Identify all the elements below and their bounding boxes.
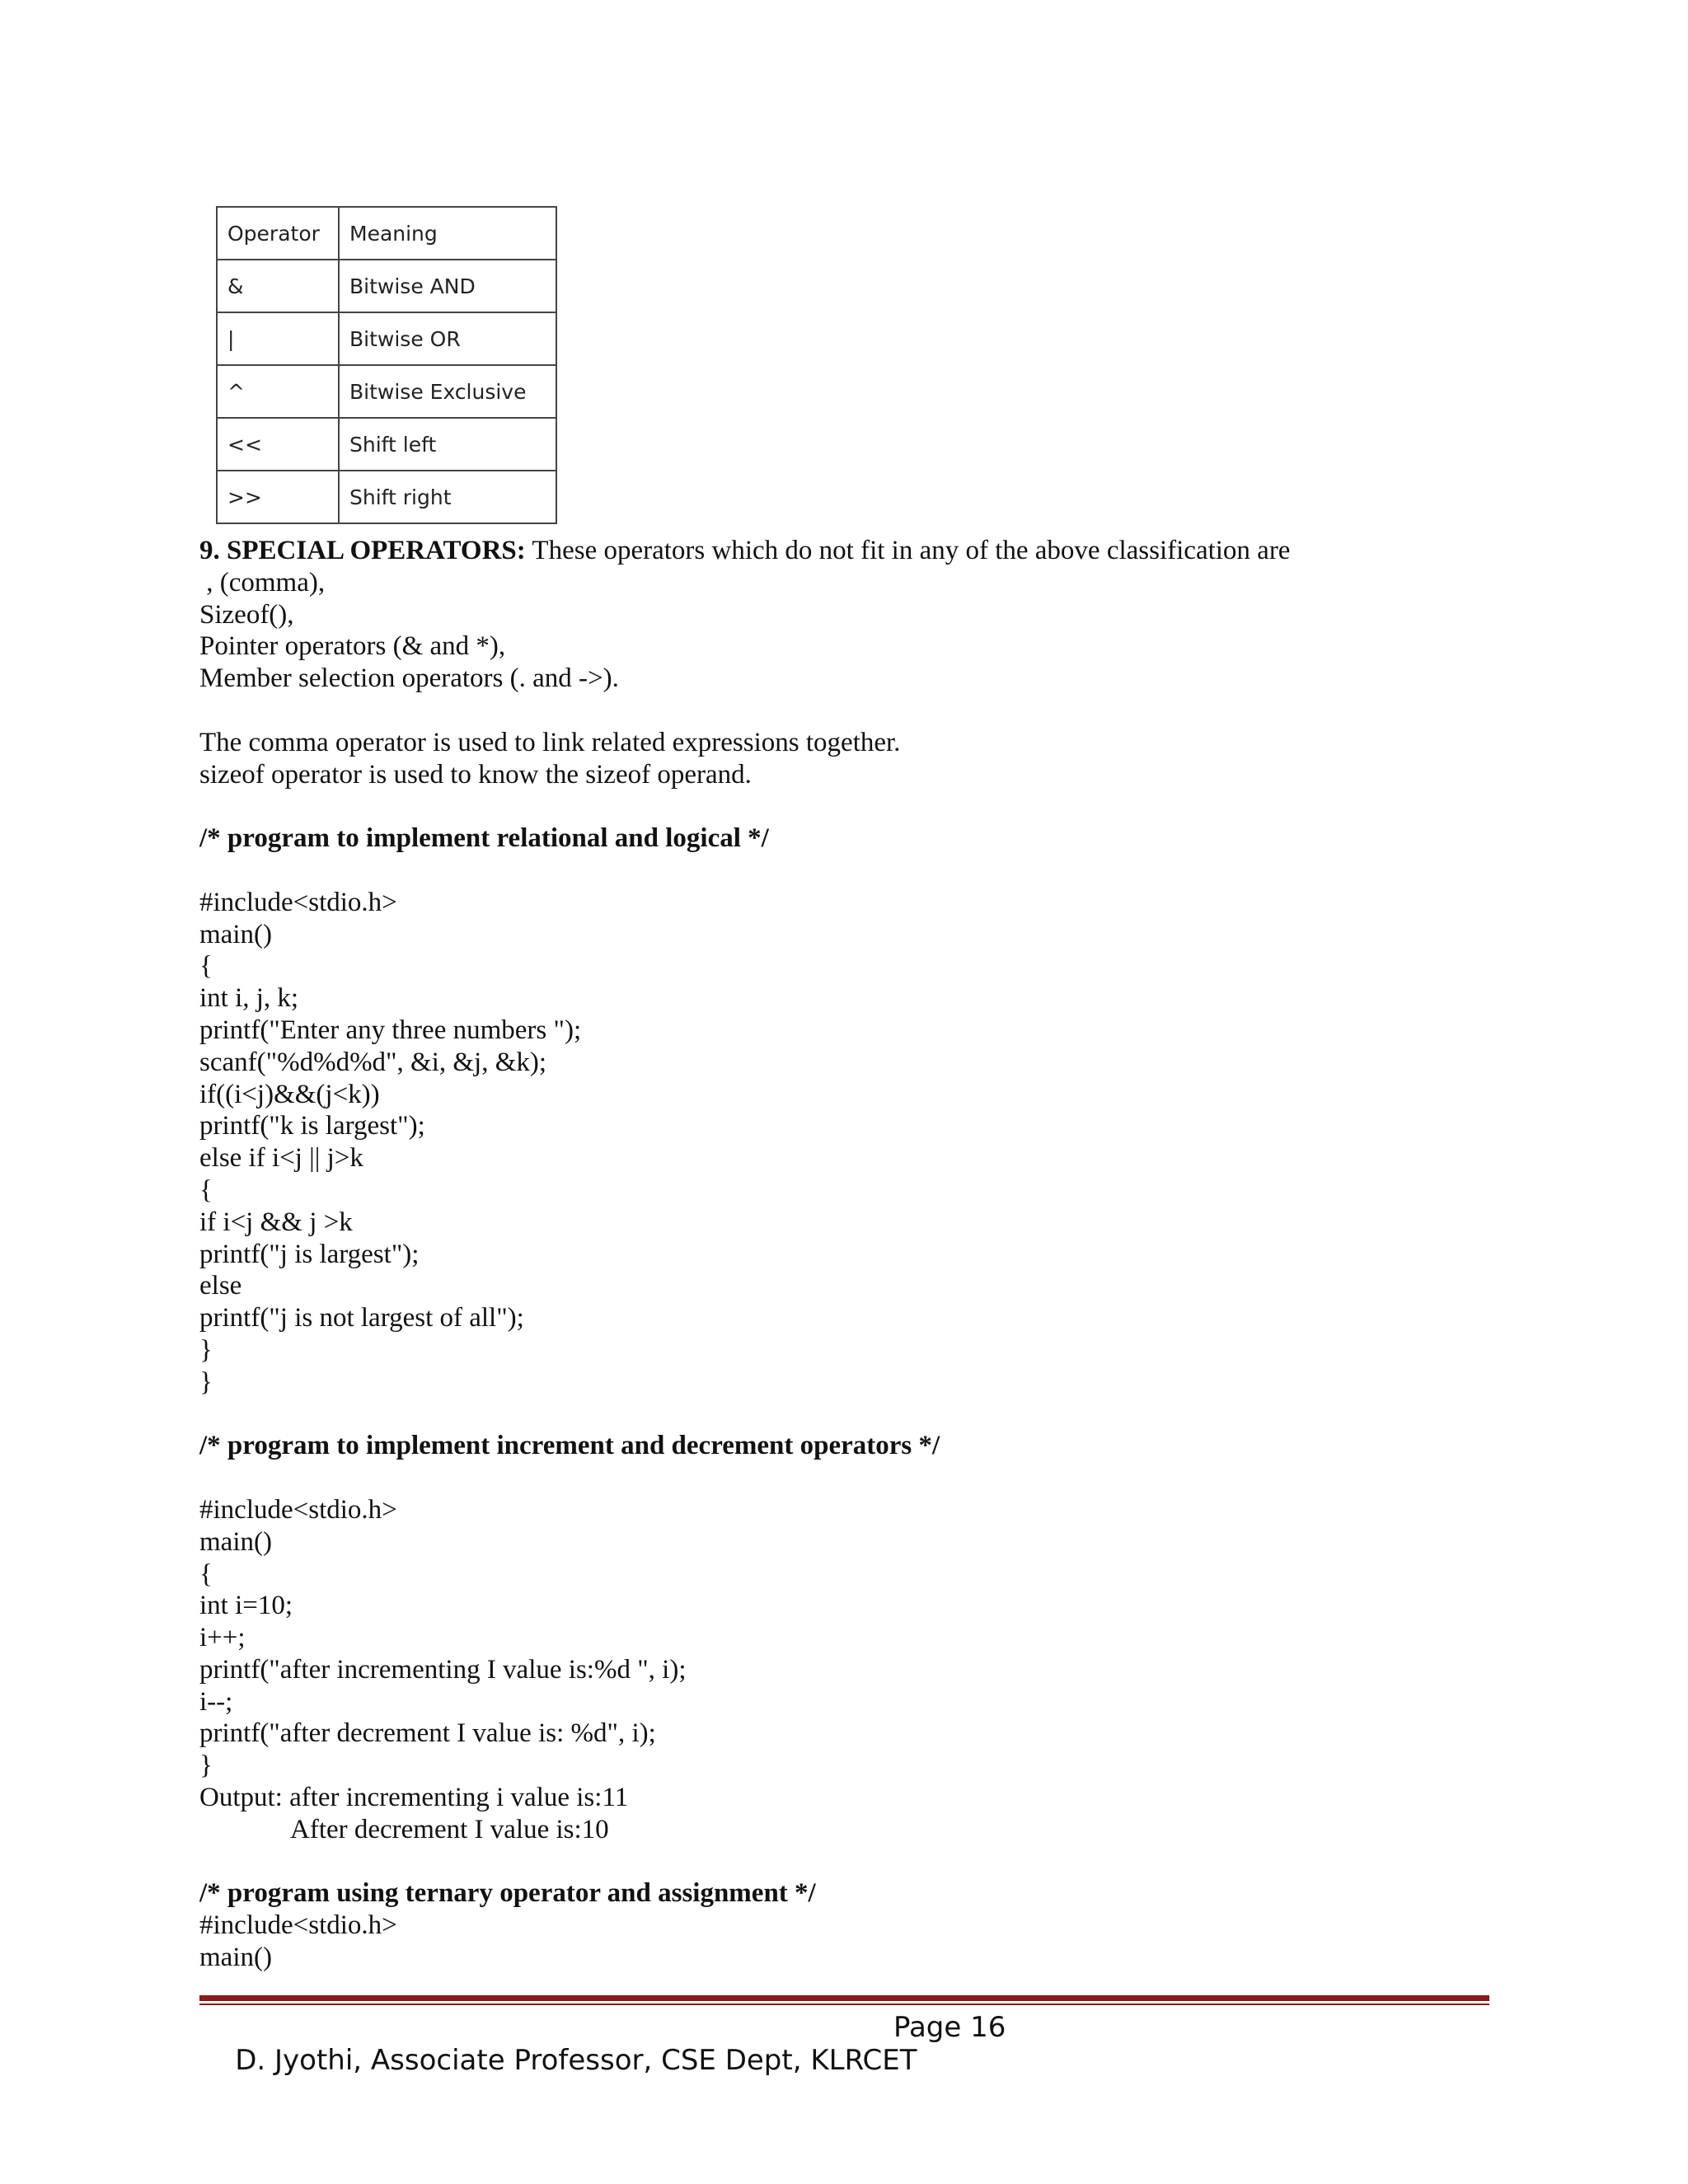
code-line: if i<j && j >k: [199, 1207, 353, 1237]
special-operators-paragraph: [199, 535, 1535, 567]
output-line: After decrement I value is:10: [290, 1814, 609, 1844]
code-line: if((i<j)&&(j<k)): [199, 1079, 380, 1109]
code-line: printf("after incrementing I value is:%d ", i);: [199, 1654, 687, 1685]
table-cell-meaning: Bitwise OR: [339, 312, 556, 365]
table-cell-meaning: Bitwise Exclusive: [339, 365, 556, 418]
table-row: [217, 312, 556, 365]
table-header-operator: Operator: [217, 207, 339, 260]
code-line: printf("Enter any three numbers ");: [199, 1015, 582, 1045]
table-row: [217, 418, 556, 471]
code-line: main(): [199, 1943, 272, 1973]
code-line: }: [199, 1334, 213, 1365]
list-item: Pointer operators (& and *),: [199, 631, 506, 662]
page-number: Page 16: [893, 2011, 1006, 2044]
note-line: sizeof operator is used to know the sizeof operand.: [199, 759, 752, 790]
program-title: /* program to implement increment and decrement operators */: [199, 1431, 940, 1461]
table-header-row: [217, 207, 556, 260]
code-line: else: [199, 1271, 242, 1301]
code-line: {: [199, 1558, 213, 1589]
program-title: /* program to implement relational and logical */: [199, 823, 769, 854]
table-cell-meaning: Shift left: [339, 418, 556, 471]
table-cell-operator: |: [217, 312, 339, 365]
code-line: i++;: [199, 1623, 246, 1653]
list-item: , (comma),: [199, 567, 326, 598]
code-line: }: [199, 1750, 213, 1781]
code-line: printf("j is largest");: [199, 1239, 420, 1269]
table-cell-operator: &: [217, 260, 339, 312]
table-row: [217, 471, 556, 523]
code-line: printf("after decrement I value is: %d", i);: [199, 1718, 656, 1749]
code-line: {: [199, 951, 213, 982]
code-line: main(): [199, 919, 272, 949]
code-line: #include<stdio.h>: [199, 1494, 397, 1525]
code-line: printf("k is largest");: [199, 1111, 425, 1141]
table-cell-meaning: Bitwise AND: [339, 260, 556, 312]
table-row: [217, 260, 556, 312]
spacer: [199, 790, 1535, 823]
spacer: [199, 695, 1535, 727]
list-item: Sizeof(),: [199, 599, 294, 630]
code-line: scanf("%d%d%d", &i, &j, &k);: [199, 1047, 547, 1077]
table-row: [217, 365, 556, 418]
code-line: main(): [199, 1526, 272, 1557]
spacer: [199, 855, 1535, 887]
footer-rule-thin: [199, 2004, 1489, 2005]
table-cell-operator: <<: [217, 418, 339, 471]
section-intro: These operators which do not fit in any of the above classification are: [525, 536, 1291, 565]
code-line: int i=10;: [199, 1591, 293, 1621]
code-line: int i, j, k;: [199, 983, 299, 1014]
page-body: [199, 535, 1535, 1974]
code-line: printf("j is not largest of all");: [199, 1303, 524, 1333]
code-line: {: [199, 1174, 213, 1205]
code-line: i--;: [199, 1686, 233, 1717]
table-header-meaning: Meaning: [339, 207, 556, 260]
code-line: else if i<j || j>k: [199, 1143, 363, 1174]
bitwise-operator-table: [216, 206, 557, 524]
program-title: /* program using ternary operator and assignment */: [199, 1878, 816, 1909]
code-line: }: [199, 1366, 213, 1397]
list-item: Member selection operators (. and ->).: [199, 663, 619, 694]
code-line: #include<stdio.h>: [199, 1910, 397, 1941]
table-cell-operator: >>: [217, 471, 339, 523]
section-heading: 9. SPECIAL OPERATORS:: [199, 536, 526, 565]
page-footer: [199, 2011, 1006, 2143]
spacer: [199, 1462, 1535, 1494]
spacer: [199, 1399, 1535, 1431]
table-cell-meaning: Shift right: [339, 471, 556, 523]
footer-rule: [199, 1995, 1489, 2001]
code-line: #include<stdio.h>: [199, 887, 397, 917]
table-cell-operator: ^: [217, 365, 339, 418]
spacer: [199, 1846, 1535, 1878]
output-line: Output: after incrementing i value is:11: [199, 1783, 629, 1813]
footer-author: D. Jyothi, Associate Professor, CSE Dept, KLRCET: [235, 2044, 917, 2077]
note-line: The comma operator is used to link related expressions together.: [199, 727, 901, 757]
